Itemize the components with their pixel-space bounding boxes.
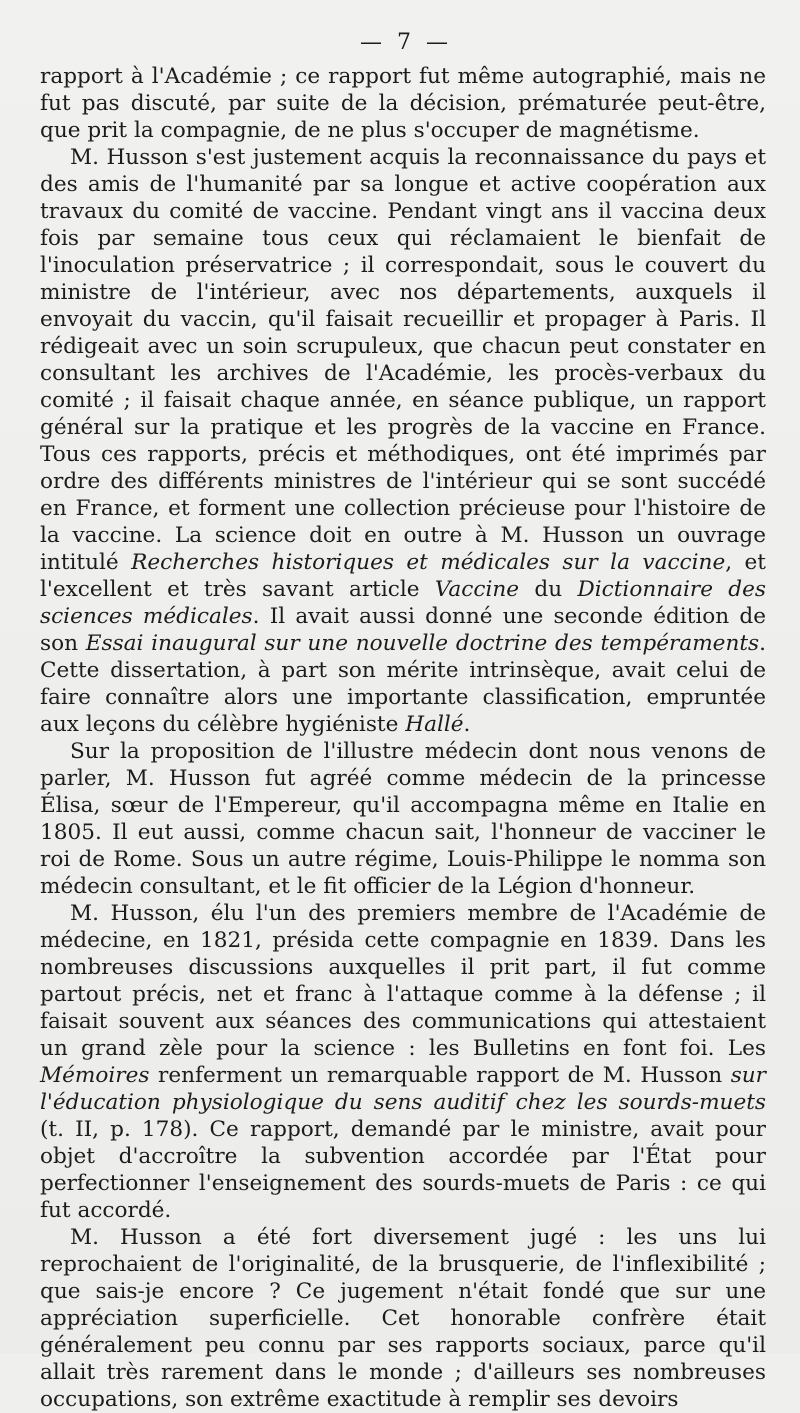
text-run: , et l'excellent et très savant article bbox=[40, 550, 766, 602]
text-run: . bbox=[463, 712, 471, 737]
italic-text-run: Mémoires bbox=[40, 1063, 150, 1088]
text-run: M. Husson, élu l'un des premiers membre de l'Académie de médecine, en 1821, présida cette compagnie en 1839. Dans les nombreuses discussions auxquelles il prit part, il fut comme partout précis, net et franc à l'attaque comme à la défense ; il faisait souvent aux séances des communications qui attestaient un grand zèle pour la science : les Bulletins en font foi. Les bbox=[40, 901, 766, 1061]
text-run: . Cette dissertation, à part son mérite intrinsèque, avait celui de faire connaître alors une importante classification, empruntée aux leçons du célèbre hygiéniste bbox=[40, 631, 766, 737]
text-run: (t. II, p. 178). Ce rapport, demandé par le ministre, avait pour objet d'accroître la subvention accordée par l'État pour perfectionner l'enseignement des sourds-muets de Paris : ce qui fut accordé. bbox=[40, 1117, 766, 1223]
italic-text-run: Hallé bbox=[405, 712, 464, 737]
paragraph-2 bbox=[40, 144, 766, 738]
paragraph-1 bbox=[40, 63, 766, 144]
text-run: du bbox=[519, 577, 578, 602]
text-run: . Il avait aussi donné une seconde édition de son bbox=[40, 604, 766, 656]
text-run: renferment un remarquable rapport de M. Husson bbox=[149, 1063, 731, 1088]
italic-text-run: Vaccine bbox=[434, 577, 520, 602]
paragraph-5 bbox=[40, 1224, 766, 1413]
italic-text-run: sur l'éducation physiologique du sens auditif chez les sourds-muets bbox=[40, 1063, 766, 1115]
text-run: M. Husson a été fort diversement jugé : les uns lui reprochaient de l'originalité, de la brusquerie, de l'inflexibilité ; que sais-je encore ? Ce jugement n'était fondé que sur une appréciation superficielle. Cet honorable confrère était généralement peu connu par ses rapports sociaux, parce qu'il allait très rarement dans le monde ; d'ailleurs ses nombreuses occupations, son extrême exactitude à remplir ses devoirs bbox=[40, 1225, 766, 1412]
italic-text-run: Dictionnaire des sciences médicales bbox=[40, 577, 766, 629]
italic-text-run: Essai inaugural sur une nouvelle doctrine des tempéraments bbox=[85, 631, 760, 656]
text-run: Sur la proposition de l'illustre médecin dont nous venons de parler, M. Husson fut agréé comme médecin de la princesse Élisa, sœur de l'Empereur, qu'il accompagna même en Italie en 1805. Il eut aussi, comme chacun sait, l'honneur de vacciner le roi de Rome. Sous un autre régime, Louis-Philippe le nomma son médecin consultant, et le fit officier de la Légion d'honneur. bbox=[40, 739, 766, 899]
text-run: rapport à l'Académie ; ce rapport fut même autographié, mais ne fut pas discuté, par suite de la décision, prématurée peut-être, que prit la compagnie, de ne plus s'occuper de magnétisme. bbox=[40, 64, 766, 143]
text-run: M. Husson s'est justement acquis la reconnaissance du pays et des amis de l'humanité par sa longue et active coopération aux travaux du comité de vaccine. Pendant vingt ans il vaccina deux fois par semaine tous ceux qui réclamaient le bienfait de l'inoculation préservatrice ; il correspondait, sous le couvert du ministre de l'intérieur, avec nos départements, auxquels il envoyait du vaccin, qu'il faisait recueillir et propager à Paris. Il rédigeait avec un soin scrupuleux, que chacun peut constater en consultant les archives de l'Académie, les procès-verbaux du comité ; il faisait chaque année, en séance publique, un rapport général sur la pratique et les progrès de la vaccine en France. Tous ces rapports, précis et méthodiques, ont été imprimés par ordre des différents ministres de l'intérieur qui se sont succédé en France, et forment une collection précieuse pour l'histoire de la vaccine. La science doit en outre à M. Husson un ouvrage intitulé bbox=[40, 145, 766, 575]
paragraph-3 bbox=[40, 738, 766, 900]
italic-text-run: Recherches historiques et médicales sur la vaccine bbox=[131, 550, 726, 575]
paragraph-4 bbox=[40, 900, 766, 1224]
page-number: — 7 — bbox=[360, 30, 452, 55]
